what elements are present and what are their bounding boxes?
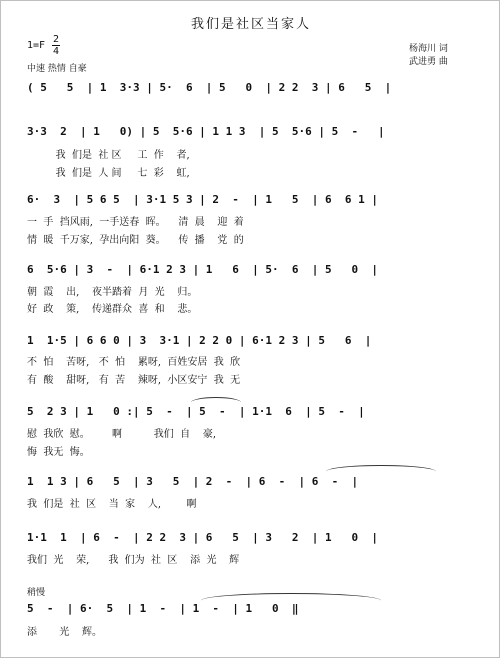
notation-line: 5 2 3 | 1 0 :| 5 - | 5 - | 1·1 6 | 5 - | bbox=[27, 405, 365, 418]
lyric-line: 我 们是 社 区 工 作 者, bbox=[27, 150, 190, 161]
lyric-line: 有 酸 甜呀, 有 苦 辣呀, 小区安宁 我 无 bbox=[27, 375, 241, 386]
lyric-line: 不 怕 苦呀, 不 怕 累呀, 百姓安居 我 欣 bbox=[27, 357, 241, 368]
composer-credit: 武进勇 曲 bbox=[409, 57, 448, 67]
rit-marking: 稍慢 bbox=[27, 588, 46, 598]
time-signature bbox=[52, 34, 60, 57]
song-title: 我们是社区当家人 bbox=[190, 17, 311, 32]
lyric-line: 一 手 挡风雨, 一手送春 晖。 清 晨 迎 着 bbox=[27, 217, 244, 228]
notation-line: 5 - | 6· 5 | 1 - | 1 - | 1 0 ‖ bbox=[27, 602, 299, 615]
tempo-marking: 中速 热情 自豪 bbox=[27, 64, 87, 74]
notation-line: 1 1 3 | 6 5 | 3 5 | 2 - | 6 - | 6 - | bbox=[27, 475, 359, 488]
lyric-line: 好 政 策, 传递群众 喜 和 悲。 bbox=[27, 304, 198, 315]
lyric-line: 我们 光 荣, 我 们为 社 区 添 光 辉 bbox=[27, 555, 240, 566]
notation-line: ( 5 5 | 1 3·3 | 5· 6 | 5 0 | 2 2 3 | 6 5 | bbox=[27, 81, 392, 94]
lyric-line: 添 光 辉。 bbox=[27, 627, 102, 638]
lyricist-credit: 杨海川 词 bbox=[409, 44, 448, 54]
notation-line: 6 5·6 | 3 - | 6·1 2 3 | 1 6 | 5· 6 | 5 0 | bbox=[27, 263, 378, 276]
lyric-line: 悔 我无 悔。 bbox=[27, 447, 90, 458]
lyric-line: 我 们是 社 区 当 家 人, 啊 bbox=[27, 499, 197, 510]
lyric-line: 情 暖 千万家, 孕出向阳 葵。 传 播 党 的 bbox=[27, 235, 244, 246]
lyric-line: 我 们是 人 间 七 彩 虹, bbox=[27, 168, 190, 179]
notation-line: 1·1 1 | 6 - | 2 2 3 | 6 5 | 3 2 | 1 0 | bbox=[27, 531, 378, 544]
lyric-line: 慰 我欣 慰。 啊 我们 自 豪, bbox=[27, 429, 217, 440]
lyric-line: 朝 霞 出, 夜半踏着 月 光 归。 bbox=[27, 287, 198, 298]
notation-line: 6· 3 | 5 6 5 | 3·1 5 3 | 2 - | 1 5 | 6 6 1 | bbox=[27, 193, 378, 206]
notation-line: 3·3 2 | 1 0) | 5 5·6 | 1 1 3 | 5 5·6 | 5 - | bbox=[27, 125, 385, 138]
notation-line: 1 1·5 | 6 6 0 | 3 3·1 | 2 2 0 | 6·1 2 3 | 5 6 | bbox=[27, 334, 372, 347]
time-signature-bottom: 4 bbox=[52, 46, 60, 57]
time-signature-top: 2 bbox=[52, 34, 60, 45]
key-signature: 1=F bbox=[27, 40, 46, 51]
